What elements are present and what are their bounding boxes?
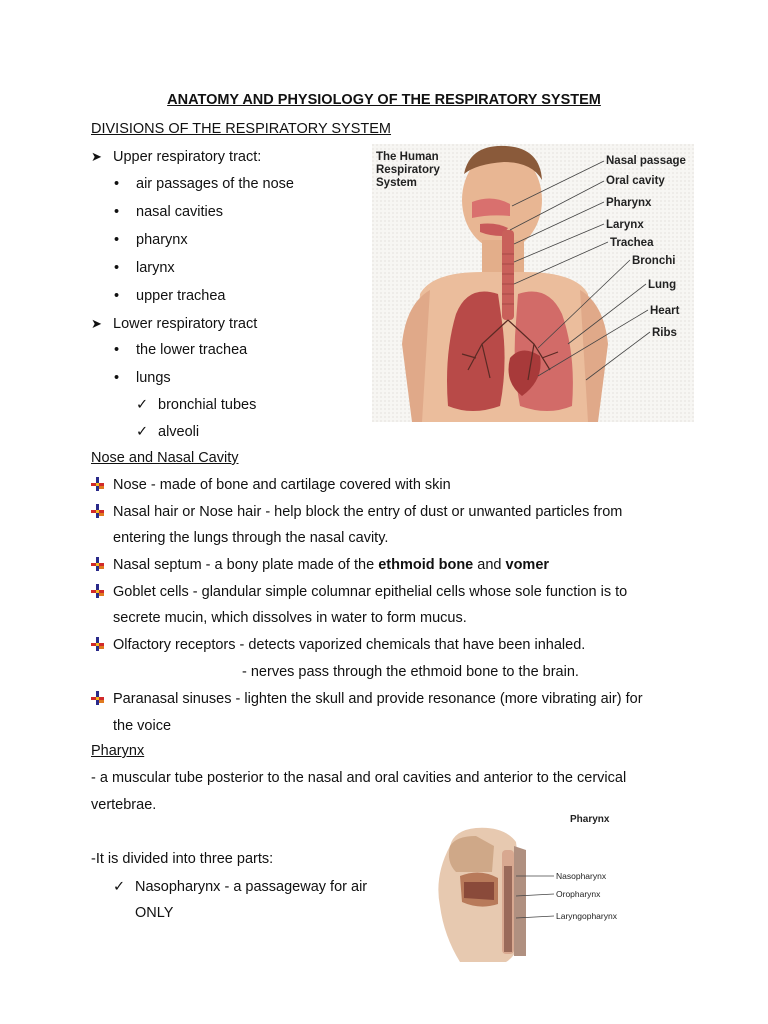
bullet-icon: • — [114, 232, 120, 248]
figure-label: Oral cavity — [606, 175, 665, 187]
text-run: and — [473, 557, 506, 573]
bullet-icon: • — [114, 342, 120, 358]
checkmark-icon: ✓ — [136, 397, 149, 413]
nose-item-text: Nose - made of bone and cartilage covered with skin — [113, 477, 451, 493]
check-list-item — [136, 396, 256, 415]
checkmark-icon: ✓ — [113, 879, 126, 895]
check-list-item — [136, 423, 199, 442]
flame-bullet-icon — [91, 584, 104, 598]
bold-term: vomer — [505, 557, 550, 573]
check-list-item — [113, 874, 403, 900]
figure-label: Lung — [648, 279, 677, 291]
figure-label: Nasopharynx — [556, 871, 607, 881]
list-item-text: ONLY — [135, 905, 174, 921]
nose-item-text: - nerves pass through the ethmoid bone to the brain. — [242, 664, 579, 680]
figure-label: Bronchi — [632, 255, 676, 267]
pharynx-parts-intro: -It is divided into three parts: — [91, 851, 274, 867]
checkmark-icon: ✓ — [136, 424, 149, 440]
list-item-text: upper trachea — [136, 288, 226, 304]
flame-bullet-icon — [91, 637, 104, 651]
pharynx-figure — [420, 806, 654, 966]
figure-title-line: The Human — [376, 151, 439, 163]
bullet-icon: • — [114, 176, 120, 192]
list-item — [114, 175, 294, 194]
flame-bullet-icon — [91, 477, 104, 491]
figure-title-line: System — [376, 177, 417, 189]
lower-tract-label: Lower respiratory tract — [113, 316, 258, 332]
list-item-text: air passages of the nose — [136, 176, 294, 192]
list-item-text: pharynx — [136, 232, 188, 248]
pharynx-description: - a muscular tube posterior to the nasal and oral cavities and anterior to the cervical — [91, 770, 627, 786]
nose-item-text: Paranasal sinuses - lighten the skull and provide resonance (more vibrating air) for — [113, 691, 643, 707]
figure-title: Pharynx — [570, 814, 610, 825]
list-item-text: alveoli — [158, 424, 200, 440]
list-item-text: Nasopharynx - a passageway for air — [135, 879, 368, 895]
list-item-text: the lower trachea — [136, 342, 248, 358]
nose-item-text: secrete mucin, which dissolves in water to form mucus. — [113, 610, 467, 626]
bullet-icon: • — [114, 370, 120, 386]
figure-label: Heart — [650, 305, 680, 317]
bullet-icon: • — [114, 204, 120, 220]
list-item — [114, 287, 225, 306]
list-item — [114, 203, 223, 222]
bold-term: ethmoid bone — [378, 557, 474, 573]
pharynx-heading: Pharynx — [91, 743, 145, 759]
nose-item-text — [113, 552, 678, 578]
text-run: Nasal septum - a bony plate made of the — [113, 557, 379, 573]
list-item-text: larynx — [136, 260, 175, 276]
arrow-bullet-icon: ➤ — [91, 149, 102, 164]
figure-label: Trachea — [610, 237, 654, 249]
pharynx-description: vertebrae. — [91, 797, 157, 813]
list-item — [114, 369, 171, 388]
nose-item-text: Goblet cells - glandular simple columnar epithelial cells whose sole function is to — [113, 584, 628, 600]
list-item-text: nasal cavities — [136, 204, 224, 220]
list-item — [114, 231, 188, 250]
page-title: ANATOMY AND PHYSIOLOGY OF THE RESPIRATORY SYSTEM — [167, 92, 601, 108]
pharynx-illustration — [420, 806, 654, 966]
nose-heading: Nose and Nasal Cavity — [91, 450, 239, 466]
upper-tract-label: Upper respiratory tract: — [113, 149, 262, 165]
figure-label: Laryngopharynx — [556, 911, 617, 921]
list-item — [114, 259, 175, 278]
figure-title-line: Respiratory — [376, 164, 440, 176]
list-item-text: lungs — [136, 370, 171, 386]
divisions-heading: DIVISIONS OF THE RESPIRATORY SYSTEM — [91, 121, 392, 137]
nose-item-text: the voice — [113, 718, 172, 734]
respiratory-system-figure — [372, 144, 694, 422]
flame-bullet-icon — [91, 691, 104, 705]
figure-label: Nasal passage — [606, 155, 686, 167]
figure-label: Ribs — [652, 327, 677, 339]
flame-bullet-icon — [91, 557, 104, 571]
bullet-icon: • — [114, 288, 120, 304]
arrow-bullet-icon: ➤ — [91, 316, 102, 331]
list-item — [114, 341, 247, 360]
figure-label: Pharynx — [606, 197, 652, 209]
nose-item-text: Nasal hair or Nose hair - help block the entry of dust or unwanted particles from — [113, 504, 623, 520]
list-item-text: bronchial tubes — [158, 397, 257, 413]
upper-tract-item — [91, 147, 261, 167]
figure-label: Oropharynx — [556, 889, 601, 899]
nose-item-text: Olfactory receptors - detects vaporized chemicals that have been inhaled. — [113, 637, 586, 653]
lower-tract-item — [91, 314, 257, 334]
respiratory-system-illustration — [372, 144, 694, 422]
bullet-icon: • — [114, 260, 120, 276]
figure-label: Larynx — [606, 219, 644, 231]
flame-bullet-icon — [91, 504, 104, 518]
nose-item-text: entering the lungs through the nasal cavity. — [113, 530, 389, 546]
